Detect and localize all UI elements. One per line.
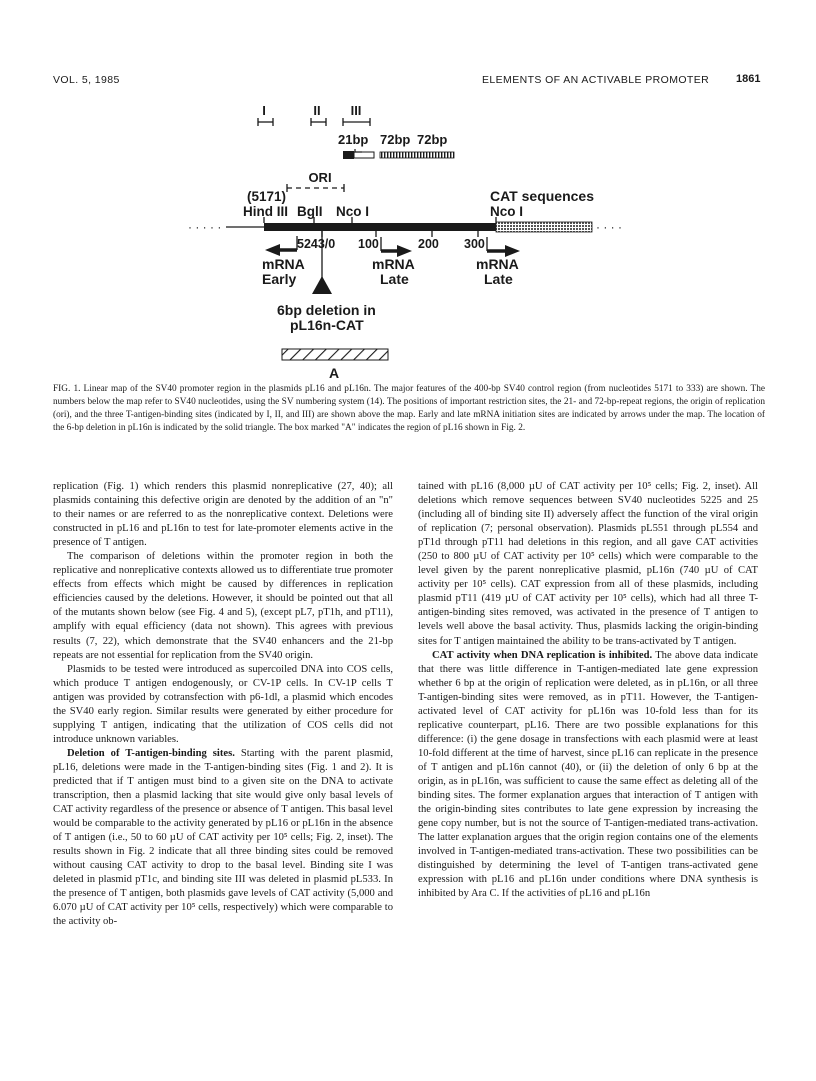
repeat-21bp-label: 21bp bbox=[338, 132, 369, 147]
region-a-box bbox=[282, 349, 388, 360]
left-paragraph-4-body: Starting with the parent plasmid, pL16, deletions were made in the T-antigen-binding sites (Fig. 1 and 2). It is predicted that if T antigen must bind to a given site on the DNA to activate transcription, then a plasmid lacking that site would give only basal levels of CAT activity regardless of the presence or absence of T antigen. This basal level would be comparable to the activity generated by pL16 or pL16n in the absence of T antigen (i.e., 50 to 60 µU of CAT activity per 10⁵ cells; Fig. 2, inset). The results shown in Fig. 2 indicate that all three binding sites could be removed without causing CAT activity to drop to the basal level. Binding site I was deleted in plasmid pT1c, and binding site III was deleted in plasmid pL533. In the presence of T antigen, both plasmids gave levels of CAT activity (5,000 and 6.070 µU of CAT activity per 10⁵ cells, respectively) which were comparable to the activity ob- bbox=[53, 747, 393, 928]
mrna-late-label-1: mRNA bbox=[372, 256, 415, 272]
left-paragraph-1: replication (Fig. 1) which renders this plasmid nonreplicative (27, 40); all plasmids containing this defective origin are denoted by the addition of an "n" to their names or are referred to as the nonreplicative context. Deletions were constructed in pL16 and pL16n to test for late-promoter elements active in the presence of T antigen. bbox=[53, 481, 393, 549]
tick-300: 300 bbox=[464, 237, 485, 251]
tick-100: 100 bbox=[358, 237, 379, 251]
tick-200: 200 bbox=[418, 237, 439, 251]
mrna-late-arrow-2 bbox=[487, 237, 520, 257]
figure-caption: FIG. 1. Linear map of the SV40 promoter region in the plasmids pL16 and pL16n. The major features of the 400-bp SV40 control region (from nucleotides 5171 to 333) are shown. The numbers below the map refer to SV40 nucleotides, using the SV numbering system (14). The positions of important restriction sites, the 21- and 72-bp-repeat regions, the origin of replication (ori), and the three T-antigen-binding sites (indicated by I, II, and III) are shown above the map. Early and late mRNA initiation sites are indicated by arrows under the map. The location of the 6-bp deletion in pL16n is indicated by the solid triangle. The box marked "A" indicates the region of pL16 shown in Fig. 2. bbox=[53, 384, 765, 434]
figure-1-promoter-map bbox=[0, 0, 816, 380]
page-number: 1861 bbox=[736, 73, 761, 85]
left-paragraph-2: The comparison of deletions within the promoter region in both the replicative and nonreplicative contexts allowed us to differentiate true promoter effects from effects which might be caused by differences in replication efficiencies caused by the deletions. However, it should be pointed out that all of the mutants shown below (see Fig. 4 and 5), (except pL7, pT1h, and pT11), amplify with equal efficiency (data not shown). This agrees with previous results (7, 22), which demonstrate that the SV40 enhancers and the 21-bp repeats are not essential for replication from the SV40 origin. bbox=[53, 551, 393, 661]
mrna-early-label: mRNA bbox=[262, 256, 305, 272]
right-paragraph-2-body: The above data indicate that there was little difference in T-antigen-mediated late gene expression whether 6 bp at the origin of replication were deleted, as in pL16n, or all three T-antigen-binding sites were removed, as in pT11. However, the T-antigen-activated level of CAT activity for pL16n was 10-fold less than for its replicative counterpart, pL16. There are two possible explanations for this difference: (i) the gene dosage in transfections with each plasmid were at least 10-fold different at the time of harvest, since pL16 can replicate in the presence of T antigen and pL16n cannot (40), or (ii) the deletion of only 6 bp at the origin, as in pL16n, was sufficient to cause the same effect as deleting all of the binding sites. The former explanation argues that interaction of T antigen with the origin-binding sites contributes to late gene expression by increasing the gene copy number, but is not the source of T-antigen-mediated trans-activation. The latter explanation argues that the origin region contains one of the elements involved in T-antigen-mediated trans-activation. These two possibilities can be distinguished by determining the level of T-antigen trans-activated gene expression with pL16 and pL16n under conditions where DNA synthesis is inhibited by Ara C. If the activities of pL16 and pL16n bbox=[418, 649, 759, 900]
section-heading-cat-activity: CAT activity when DNA replication is inhibited. bbox=[432, 649, 653, 661]
left-paragraph-3: Plasmids to be tested were introduced as supercoiled DNA into COS cells, which produce T antigen endogenously, or CV-1P cells. In CV-1P cells T antigen was provided by cotransfection with p6-1dl, a plasmid which encodes the SV40 early region. Similar results were generated by either procedure for supplying T antigen, indicating that the utilization of COS cells did not introduce unknown variables. bbox=[53, 663, 393, 745]
repeat-21bp-block bbox=[343, 151, 354, 159]
svg-text:· · · · ·: · · · · · bbox=[188, 220, 222, 234]
promoter-map-line bbox=[188, 217, 622, 234]
deletion-plasmid-label: pL16n-CAT bbox=[290, 317, 364, 333]
repeat-21bp-outline bbox=[354, 152, 374, 158]
repeat-region bbox=[338, 132, 454, 159]
running-title: ELEMENTS OF AN ACTIVABLE PROMOTER bbox=[482, 74, 710, 86]
coordinate-5171-label: (5171) bbox=[247, 189, 287, 204]
right-paragraph-1: tained with pL16 (8,000 µU of CAT activity per 10⁵ cells; Fig. 2, inset). All deletions which remove sequences between SV40 nucleotides 5225 and 25 (including all of binding site II) adversely affect the function of the viral origin of replication (7; personal observation). Plasmids pL551 through pL554 and pT1d through pT11 had deletions in this region, and all gave CAT activities (250 to 800 µU of CAT activity per 10⁵ cells) which were comparable to the level given by the parent nonreplicative plasmid, pL16n (740 µU of CAT activity per 10⁵ cells). CAT expression from all of these plasmids, including plasmid pT11 (419 µU of CAT activity per 10⁵ cells), which had all three T-antigen-binding sites removed, was activated in the presence of T antigen to levels well above the basal activity. Thus, plasmids lacking the origin-binding sites for T antigen maintained the ability to be trans-activated by T antigen. bbox=[418, 481, 758, 647]
mrna-early-arrow bbox=[265, 236, 297, 256]
binding-site-ii-label: II bbox=[313, 103, 321, 118]
journal-volume: VOL. 5, 1985 bbox=[53, 74, 120, 86]
section-heading-deletion: Deletion of T-antigen-binding sites. bbox=[67, 747, 235, 759]
repeat-72bp-blocks bbox=[380, 152, 454, 158]
binding-sites bbox=[258, 103, 370, 126]
nco-i-label-right: Nco I bbox=[490, 204, 524, 219]
nco-i-label-left: Nco I bbox=[336, 204, 370, 219]
deletion-label: 6bp deletion in bbox=[277, 302, 376, 318]
region-a-label: A bbox=[328, 365, 340, 380]
mrna-late-sublabel-2: Late bbox=[484, 271, 513, 287]
left-column bbox=[53, 480, 393, 930]
right-column bbox=[418, 480, 758, 901]
mrna-late-sublabel-1: Late bbox=[380, 271, 409, 287]
repeat-72bp-label-b: 72bp bbox=[417, 132, 448, 147]
sv40-segment bbox=[264, 223, 496, 231]
left-paragraph-4 bbox=[53, 747, 393, 930]
binding-site-i-label: I bbox=[262, 103, 266, 118]
tick-5243-0: 5243/0 bbox=[297, 237, 336, 251]
hind-iii-label: Hind III bbox=[243, 204, 288, 219]
svg-text:· · · ·: · · · · bbox=[596, 220, 622, 234]
right-paragraph-2 bbox=[418, 649, 758, 902]
mrna-late-label-2: mRNA bbox=[476, 256, 519, 272]
cat-sequence-block bbox=[496, 222, 592, 232]
mrna-early-sublabel: Early bbox=[262, 271, 297, 287]
deletion-triangle bbox=[312, 276, 332, 294]
cat-sequences-label: CAT sequences bbox=[490, 188, 594, 204]
ori-label: ORI bbox=[308, 170, 332, 185]
origin-of-replication bbox=[287, 170, 344, 192]
binding-site-iii-label: III bbox=[350, 103, 362, 118]
repeat-72bp-label-a: 72bp bbox=[380, 132, 411, 147]
bgli-label: BglI bbox=[297, 204, 323, 219]
mrna-late-arrow-1 bbox=[381, 237, 412, 257]
